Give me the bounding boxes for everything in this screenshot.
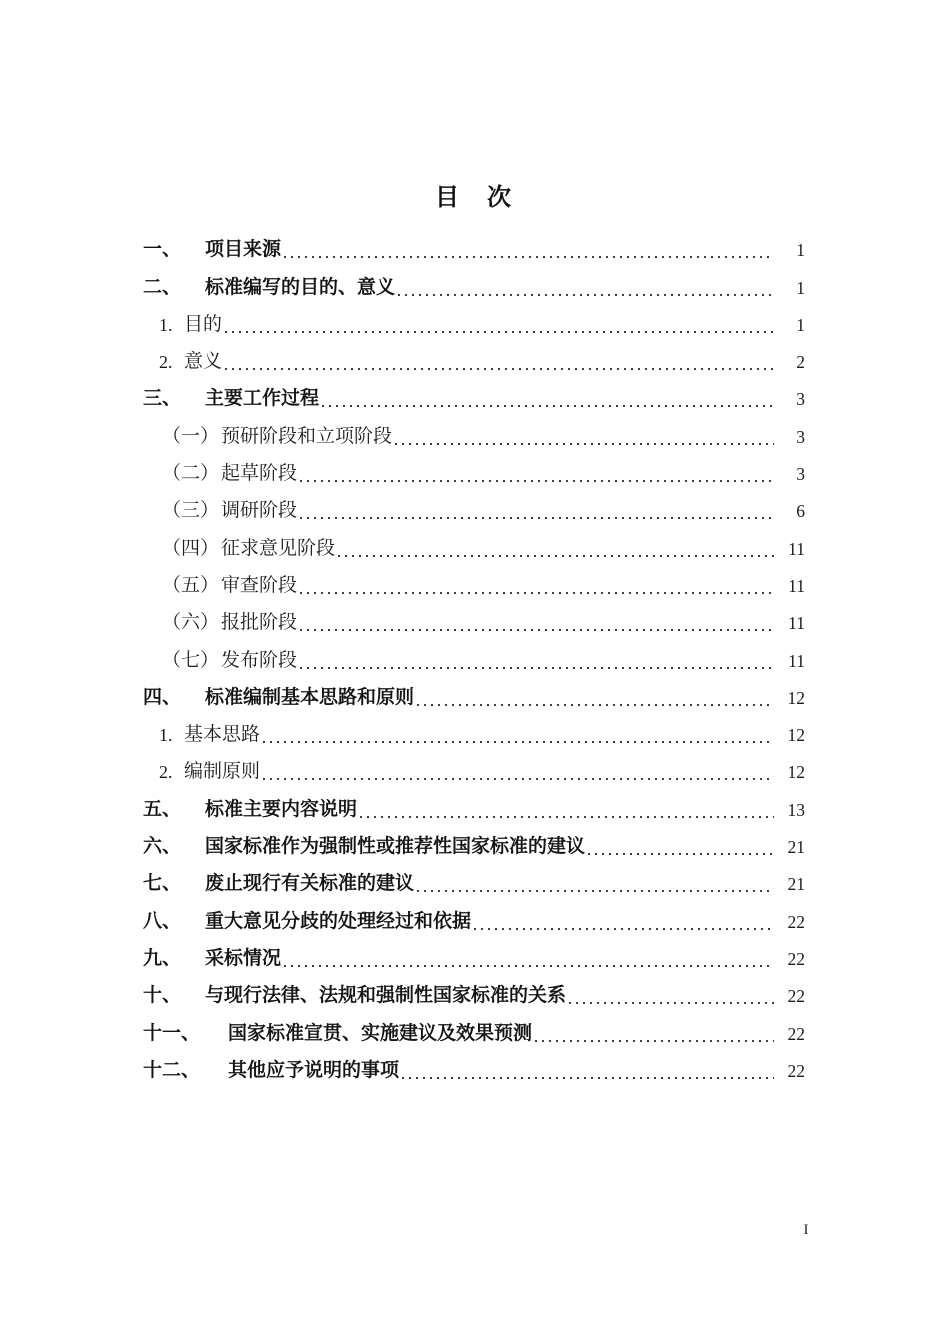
toc-entry[interactable] bbox=[143, 601, 805, 638]
toc-entry-number: 八、 bbox=[143, 910, 182, 932]
toc-entry[interactable] bbox=[143, 414, 805, 451]
toc-entry-label: 基本思路 bbox=[184, 724, 261, 746]
toc-entry-label: 意义 bbox=[184, 351, 223, 373]
toc-entry-label: 国家标准作为强制性或推荐性国家标准的建议 bbox=[205, 836, 586, 858]
toc-entry[interactable] bbox=[143, 303, 805, 340]
dot-leader bbox=[588, 852, 774, 855]
toc-entry[interactable] bbox=[143, 638, 805, 675]
toc-entry[interactable] bbox=[143, 228, 805, 265]
toc-entry-number: 七、 bbox=[143, 873, 182, 895]
toc-entry-label: 废止现行有关标准的建议 bbox=[205, 873, 415, 895]
toc-entry-label: 起草阶段 bbox=[221, 463, 298, 485]
dot-leader bbox=[360, 815, 774, 818]
toc-entry-page: 11 bbox=[788, 613, 805, 634]
toc-entry-number: 三、 bbox=[143, 388, 182, 410]
toc-entry[interactable] bbox=[143, 1049, 805, 1086]
toc-entry-number: 五、 bbox=[143, 798, 182, 820]
toc-entry[interactable] bbox=[143, 377, 805, 414]
toc-entry[interactable] bbox=[143, 676, 805, 713]
toc-entry-number: 六、 bbox=[143, 836, 182, 858]
toc-entry-number: （五） bbox=[162, 574, 220, 596]
toc-entry-number: 1. bbox=[159, 314, 173, 335]
toc-entry-number: 2. bbox=[159, 352, 173, 373]
toc-entry-page: 2 bbox=[796, 352, 805, 373]
toc-entry[interactable] bbox=[143, 340, 805, 377]
toc-entry[interactable] bbox=[143, 526, 805, 563]
toc-entry[interactable] bbox=[143, 899, 805, 936]
toc-entry-page: 6 bbox=[796, 501, 805, 522]
dot-leader bbox=[263, 777, 774, 780]
toc-entry-page: 12 bbox=[787, 687, 805, 708]
toc-entry-number: （七） bbox=[162, 649, 220, 671]
toc-entry-label: 标准编写的目的、意义 bbox=[205, 276, 396, 298]
toc-entry[interactable] bbox=[143, 937, 805, 974]
toc-entry-label: 目的 bbox=[184, 313, 223, 335]
toc-entry[interactable] bbox=[143, 862, 805, 899]
dot-leader bbox=[263, 740, 774, 743]
toc-entry-label: 调研阶段 bbox=[221, 500, 298, 522]
dot-leader bbox=[284, 964, 774, 967]
toc-entry[interactable] bbox=[143, 564, 805, 601]
dot-leader bbox=[402, 1076, 774, 1079]
toc-entry-label: 国家标准宣贯、实施建议及效果预测 bbox=[228, 1022, 533, 1044]
toc-entry-page: 11 bbox=[788, 538, 805, 559]
toc-entry-number: 四、 bbox=[143, 686, 182, 708]
toc-entry-label: 主要工作过程 bbox=[205, 388, 320, 410]
toc-entry-number: （六） bbox=[162, 612, 220, 634]
toc-entry[interactable] bbox=[143, 1011, 805, 1048]
toc-entry-label: 与现行法律、法规和强制性国家标准的关系 bbox=[205, 985, 567, 1007]
toc-entry-page: 22 bbox=[787, 986, 805, 1007]
toc-entry-page: 22 bbox=[787, 1060, 805, 1081]
toc-entry-page: 3 bbox=[796, 389, 805, 410]
dot-leader bbox=[569, 1001, 774, 1004]
toc-entry-page: 21 bbox=[787, 837, 805, 858]
toc-entry-label: 发布阶段 bbox=[221, 649, 298, 671]
toc-entry-number: 一、 bbox=[143, 239, 182, 261]
toc-entry-number: 十二、 bbox=[143, 1059, 201, 1081]
dot-leader bbox=[322, 404, 774, 407]
toc-entry-page: 12 bbox=[787, 762, 805, 783]
toc-entry[interactable] bbox=[143, 974, 805, 1011]
dot-leader bbox=[535, 1039, 774, 1042]
toc-entry[interactable] bbox=[143, 452, 805, 489]
dot-leader bbox=[395, 442, 774, 445]
dot-leader bbox=[398, 293, 774, 296]
toc-entry-page: 3 bbox=[796, 464, 805, 485]
toc-entry-page: 3 bbox=[796, 426, 805, 447]
toc-entry-number: 1. bbox=[159, 725, 173, 746]
toc-entry[interactable] bbox=[143, 489, 805, 526]
toc-entry-page: 1 bbox=[796, 314, 805, 335]
toc-entry-label: 预研阶段和立项阶段 bbox=[221, 425, 393, 447]
toc-content bbox=[143, 183, 805, 1086]
toc-entry-page: 11 bbox=[788, 650, 805, 671]
toc-entry-page: 22 bbox=[787, 911, 805, 932]
dot-leader bbox=[474, 927, 774, 930]
toc-entry-page: 22 bbox=[787, 1023, 805, 1044]
dot-leader bbox=[300, 516, 774, 519]
toc-entry[interactable] bbox=[143, 750, 805, 787]
toc-entry-page: 1 bbox=[796, 277, 805, 298]
dot-leader bbox=[225, 367, 774, 370]
footer-page-number: I bbox=[803, 1222, 809, 1238]
toc-entry-label: 其他应予说明的事项 bbox=[228, 1059, 400, 1081]
toc-entry[interactable] bbox=[143, 265, 805, 302]
dot-leader bbox=[300, 666, 774, 669]
toc-entry-label: 项目来源 bbox=[205, 239, 282, 261]
toc-entry-page: 21 bbox=[787, 874, 805, 895]
toc-entry-page: 1 bbox=[796, 240, 805, 261]
toc-entry-number: （二） bbox=[162, 463, 220, 485]
toc-entry[interactable] bbox=[143, 825, 805, 862]
dot-leader bbox=[417, 703, 774, 706]
dot-leader bbox=[284, 255, 774, 258]
toc-entry-number: 二、 bbox=[143, 276, 182, 298]
toc-entry-number: （一） bbox=[162, 425, 220, 447]
toc-entry-label: 标准主要内容说明 bbox=[205, 798, 358, 820]
toc-entry-page: 12 bbox=[787, 725, 805, 746]
toc-entry[interactable] bbox=[143, 787, 805, 824]
toc-entry-number: 十一、 bbox=[143, 1022, 201, 1044]
toc-entry-label: 报批阶段 bbox=[221, 612, 298, 634]
dot-leader bbox=[225, 330, 774, 333]
toc-entry-number: 九、 bbox=[143, 947, 182, 969]
toc-entry-page: 13 bbox=[787, 799, 805, 820]
toc-entry-label: 征求意见阶段 bbox=[221, 537, 336, 559]
toc-entry-label: 重大意见分歧的处理经过和依据 bbox=[205, 910, 472, 932]
dot-leader bbox=[338, 554, 774, 557]
toc-entry-label: 标准编制基本思路和原则 bbox=[205, 686, 415, 708]
toc-entry-label: 编制原则 bbox=[184, 761, 261, 783]
dot-leader bbox=[417, 889, 774, 892]
toc-entry-number: （四） bbox=[162, 537, 220, 559]
toc-entry-label: 审查阶段 bbox=[221, 574, 298, 596]
toc-entry-page: 22 bbox=[787, 948, 805, 969]
toc-entry-label: 采标情况 bbox=[205, 947, 282, 969]
toc-entry-number: 2. bbox=[159, 762, 173, 783]
dot-leader bbox=[300, 628, 774, 631]
dot-leader bbox=[300, 591, 774, 594]
toc-entry-page: 11 bbox=[788, 575, 805, 596]
toc-list bbox=[143, 228, 805, 1086]
toc-entry-number: 十、 bbox=[143, 985, 182, 1007]
toc-entry-number: （三） bbox=[162, 500, 220, 522]
dot-leader bbox=[300, 479, 774, 482]
toc-entry[interactable] bbox=[143, 713, 805, 750]
page-title: 目 次 bbox=[435, 184, 513, 211]
